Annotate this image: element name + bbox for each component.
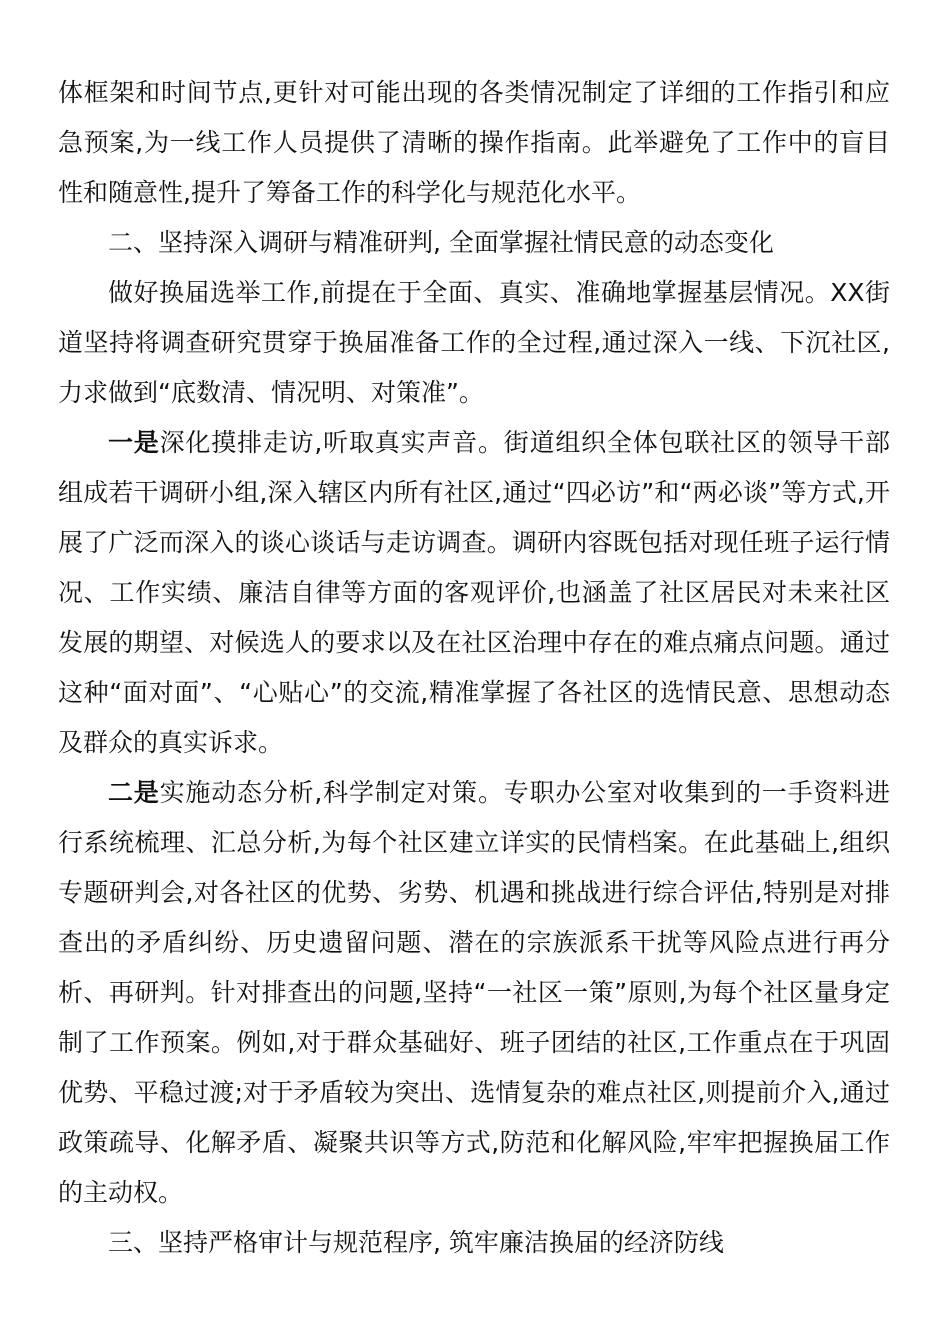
point-1-paragraph: [58, 418, 890, 768]
document-page: [58, 68, 890, 1268]
point-2-text: 实施动态分析,科学制定对策。专职办公室对收集到的一手资料进行系统梳理、汇总分析,为每个社区建立详实的民情档案。在此基础上,组织专题研判会,对各社区的优势、劣势、机遇和挑战进行综合评估,特别是对排查出的矛盾纠纷、历史遗留问题、潜在的宗族派系干扰等风险点进行再分析、再研判。针对排查出的问题,坚持“一社区一策”原则,为每个社区量身定制了工作预案。例如,对于群众基础好、班子团结的社区,工作重点在于巩固优势、平稳过渡;对于矛盾较为突出、选情复杂的难点社区,则提前介入,通过政策疏导、化解矛盾、凝聚共识等方式,防范和化解风险,牢牢把握换届工作的主动权。: [58, 778, 890, 1207]
point-1-lead: 一是: [108, 428, 160, 457]
section-2-heading: 二、坚持深入调研与精准研判, 全面掌握社情民意的动态变化: [108, 228, 774, 257]
section-3-heading: 三、坚持严格审计与规范程序, 筑牢廉洁换届的经济防线: [108, 1228, 724, 1257]
point-2-lead: 二是: [108, 778, 160, 807]
point-1-text: 深化摸排走访,听取真实声音。街道组织全体包联社区的领导干部组成若干调研小组,深入辖区内所有社区,通过“四必访”和“两必谈”等方式,开展了广泛而深入的谈心谈话与走访调查。调研内容既包括对现任班子运行情况、工作实绩、廉洁自律等方面的客观评价,也涵盖了社区居民对未来社区发展的期望、对候选人的要求以及在社区治理中存在的难点痛点问题。通过这种“面对面”、“心贴心”的交流,精准掌握了各社区的选情民意、思想动态及群众的真实诉求。: [58, 428, 890, 757]
section-2-intro-paragraph: 做好换届选举工作,前提在于全面、真实、准确地掌握基层情况。XX街道坚持将调查研究贯穿于换届准备工作的全过程,通过深入一线、下沉社区,力求做到“底数清、情况明、对策准”。: [58, 278, 890, 407]
intro-continuation-paragraph: 体框架和时间节点,更针对可能出现的各类情况制定了详细的工作指引和应急预案,为一线工作人员提供了清晰的操作指南。此举避免了工作中的盲目性和随意性,提升了筹备工作的科学化与规范化水平。: [58, 78, 890, 207]
point-2-paragraph: [58, 768, 890, 1218]
